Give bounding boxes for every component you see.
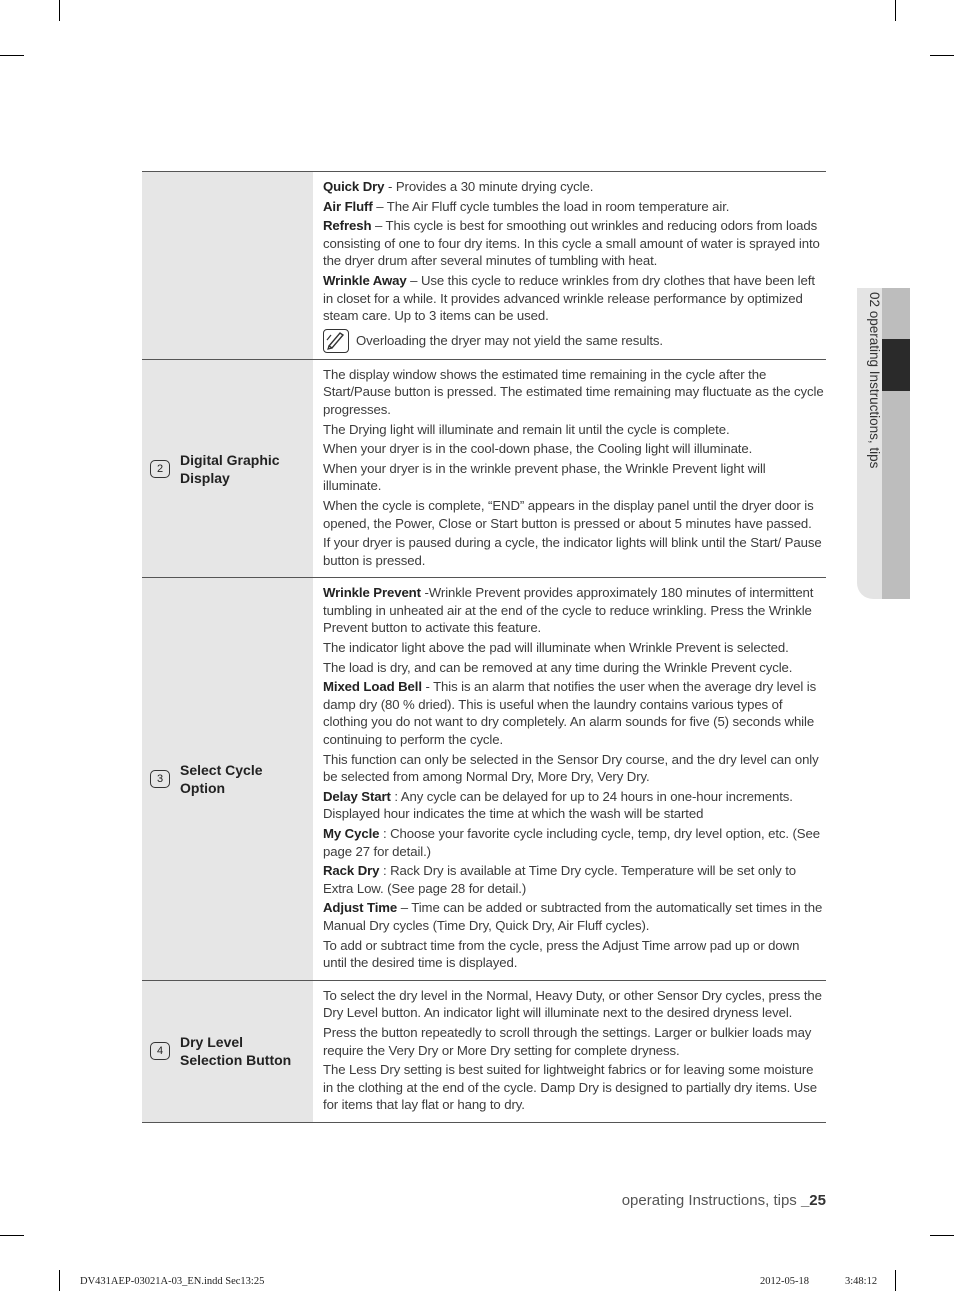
section-tab-label: 02 operating Instructions, tips: [867, 292, 882, 469]
paragraph: The Drying light will illuminate and remain lit until the cycle is complete.: [323, 421, 730, 437]
paragraph: Adjust Time – Time can be added or subtracted from the automatically set times in the Manual Dry cycles (Time Dry, Quick Dry, Air Fluff cycles).: [323, 900, 823, 933]
paragraph: This function can only be selected in the Sensor Dry course, and the dry level can only be selected from among Normal Dry, More Dry, Very Dry.: [323, 751, 819, 785]
page-number: _25: [800, 1192, 826, 1209]
row-label-cell: [142, 172, 313, 359]
crop-mark: [0, 55, 24, 56]
note: [323, 329, 826, 353]
table-row: [142, 172, 826, 360]
feature-table: [142, 171, 826, 1123]
paragraph: The load is dry, and can be removed at any time during the Wrinkle Prevent cycle.: [323, 659, 793, 675]
paragraph: To add or subtract time from the cycle, press the Adjust Time arrow pad up or down until the desired time is displayed.: [323, 937, 800, 971]
row-label: Select Cycle Option: [180, 762, 263, 797]
row-label: Dry Level Selection Button: [180, 1034, 292, 1069]
paragraph: When the cycle is complete, “END” appears in the display panel until the dryer door is opened, the Power, Close or Start button is pressed or about 5 minutes have passed.: [323, 497, 814, 531]
paragraph: The display window shows the estimated time remaining in the cycle after the Start/Pause button is pressed. The estimated time remaining may fluctuate as the cycle progresses.: [323, 366, 824, 417]
paragraph: Press the button repeatedly to scroll through the settings. Larger or bulkier loads may require the Very Dry or More Dry setting for complete dryness.: [323, 1024, 812, 1058]
crop-mark: [895, 1270, 896, 1291]
paragraph: Air Fluff – The Air Fluff cycle tumbles the load in room temperature air.: [323, 198, 730, 214]
paragraph: Delay Start : Any cycle can be delayed for up to 24 hours in one-hour increments. Displayed hour indicates the time at which the wash will be started: [323, 788, 793, 822]
side-tab-bar: [882, 288, 910, 599]
row-description-cell: [313, 578, 826, 979]
crop-mark: [930, 55, 954, 56]
footer-section-title: operating Instructions, tips: [621, 1192, 801, 1209]
paragraph: When your dryer is in the cool-down phase, the Cooling light will illuminate.: [323, 441, 753, 457]
print-slug-file: DV431AEP-03021A-03_EN.indd Sec13:25: [80, 1276, 265, 1287]
paragraph: Wrinkle Prevent -Wrinkle Prevent provides approximately 180 minutes of intermittent tumbling in unheated air at the end of the cycle to reduce wrinkling. Press the Wrinkle Prevent button to activate this feature.: [323, 585, 814, 636]
item-number-badge: 3: [150, 770, 170, 788]
crop-mark: [59, 0, 60, 21]
item-number-badge: 4: [150, 1042, 170, 1060]
note-pencil-icon: [323, 329, 349, 353]
crop-mark: [0, 1235, 24, 1236]
table-row: [142, 360, 826, 579]
row-label-cell: [142, 360, 313, 578]
row-description-cell: [313, 172, 826, 359]
table-row: [142, 981, 826, 1123]
crop-mark: [59, 1270, 60, 1291]
paragraph: Refresh – This cycle is best for smoothing out wrinkles and reducing odors from loads consisting of one to four dry items. In this cycle a small amount of water is sprayed into the dryer drum after several minutes of tumbling with heat.: [323, 218, 820, 269]
paragraph: Quick Dry - Provides a 30 minute drying cycle.: [323, 179, 594, 194]
note-text: Overloading the dryer may not yield the same results.: [356, 332, 663, 348]
paragraph: Wrinkle Away – Use this cycle to reduce wrinkles from dry clothes that have been left in closet for a while. It provides advanced wrinkle release performance by optimized steam care. Up to 3 items can be used.: [323, 272, 815, 324]
row-description-cell: [313, 360, 826, 578]
paragraph: Rack Dry : Rack Dry is available at Time Dry cycle. Temperature will be set only to Extra Low. (See page 28 for detail.): [323, 863, 796, 896]
paragraph: If your dryer is paused during a cycle, the indicator lights will blink until the Start/ Pause button is pressed.: [323, 535, 822, 568]
paragraph: My Cycle : Choose your favorite cycle including cycle, temp, dry level option, etc. (See page 27 for detail.): [323, 826, 820, 859]
crop-mark: [930, 1235, 954, 1236]
row-label: Digital Graphic Display: [180, 451, 280, 486]
page-footer: [622, 1192, 826, 1209]
crop-mark: [895, 0, 896, 21]
paragraph: Mixed Load Bell - This is an alarm that notifies the user when the average dry level is damp dry (80 % dried). This is useful when the laundry contains various types of clothing you do not want to dry completely. An alarm sounds for five (5) seconds while continuing to perform the cycle.: [323, 679, 817, 748]
side-tab-marker: [882, 339, 910, 391]
row-description-cell: [313, 981, 826, 1122]
item-number-badge: 2: [150, 460, 170, 478]
paragraph: When your dryer is in the wrinkle prevent phase, the Wrinkle Prevent light will illuminate.: [323, 460, 766, 494]
paragraph: The indicator light above the pad will illuminate when Wrinkle Prevent is selected.: [323, 640, 789, 656]
paragraph: To select the dry level in the Normal, Heavy Duty, or other Sensor Dry cycles, press the Dry Level button. An indicator light will illuminate next to the desired dryness level.: [323, 987, 822, 1021]
row-label-cell: [142, 578, 313, 979]
row-label-cell: [142, 981, 313, 1122]
paragraph: The Less Dry setting is best suited for lightweight fabrics or for leaving some moisture in the clothing at the end of the cycle. Damp Dry is designed to partially dry items. Use for items that lay flat or hang to dry.: [323, 1062, 817, 1113]
print-slug-time: 3:48:12: [845, 1276, 878, 1287]
print-slug-date: 2012-05-18: [760, 1276, 809, 1287]
table-row: [142, 578, 826, 980]
